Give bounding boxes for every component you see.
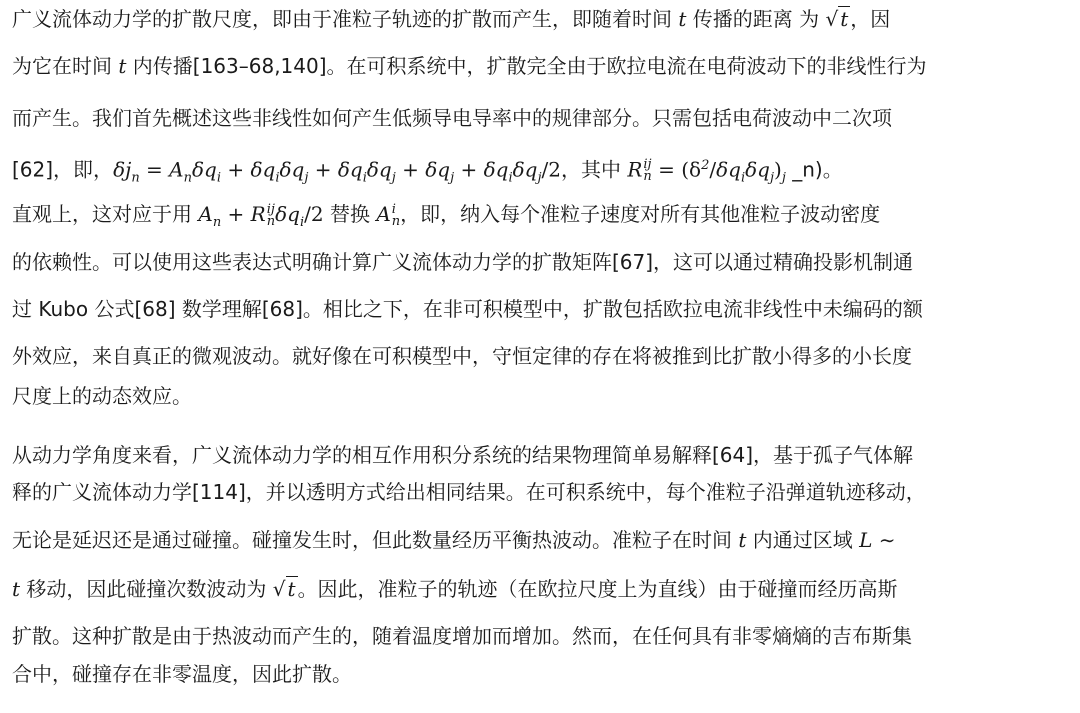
text-line <box>12 199 1070 238</box>
text-run: 而产生。我们首先概述这些非线性如何产生低频导电导率中的规律部分。只需包括电荷波动中二次项 <box>12 106 892 130</box>
text-run: 释的广义流体动力学[114]，并以透明方式给出相同结果。在可积系统中，每个准粒子沿弹道轨迹移动， <box>12 480 926 504</box>
text-line <box>12 381 1070 411</box>
math-symbol: t <box>12 577 21 601</box>
text-line <box>12 574 1070 604</box>
math-subscript: j <box>769 170 775 186</box>
math-subscript: i <box>299 215 305 230</box>
math-symbol: R <box>627 157 643 182</box>
text-run: ，因 <box>850 7 891 31</box>
math-symbol: L <box>859 528 873 552</box>
math-symbol: δq <box>716 157 741 182</box>
math-operator: + <box>308 157 338 182</box>
text-line <box>12 477 1070 507</box>
text-run: 扩散。这种扩散是由于热波动而产生的，随着温度增加而增加。然而，在任何具有非零熵熵的吉布斯集 <box>12 624 912 648</box>
math-superscript: ij <box>643 157 652 173</box>
math-symbol: δj <box>113 157 132 182</box>
math-subscript: n <box>391 213 401 229</box>
text-run: [62]，即， <box>12 157 114 182</box>
math-subscript: n <box>212 215 222 230</box>
text-run: 替换 <box>323 202 377 226</box>
math-symbol: A <box>376 202 391 226</box>
math-symbol: δq <box>483 157 509 182</box>
text-run: 合中，碰撞存在非零温度，因此扩散。 <box>12 662 352 686</box>
text-run: 广义流体动力学的扩散尺度，即由于准粒子轨迹的扩散而产生，即随着时间 <box>12 7 679 31</box>
math-symbol: δq <box>279 157 305 182</box>
math-subscript: i <box>740 170 746 186</box>
text-run: ，其中 <box>560 157 628 182</box>
math-symbol: δq <box>192 157 217 182</box>
text-run: 过 Kubo 公式[68] 数学理解[68]。相比之下，在非可积模型中，扩散包括欧拉电流非线性中未编码的额 <box>12 297 923 321</box>
math-operator: + <box>221 157 251 182</box>
text-line <box>12 51 1070 81</box>
text-run: 传播的距离 为 <box>686 7 826 31</box>
text-line <box>12 103 1070 133</box>
math-superscript: i <box>391 201 396 217</box>
math-subscript: n <box>643 169 652 185</box>
math-subsup <box>391 201 401 229</box>
sqrt-radicand: t <box>840 7 849 31</box>
math-subscript: j <box>304 170 309 186</box>
sqrt-radicand: t <box>287 577 296 601</box>
text-line <box>12 440 1070 470</box>
text-run: _n)。 <box>785 157 843 182</box>
text-line <box>12 294 1070 324</box>
text-run: ，即，纳入每个准粒子速度对所有其他准粒子波动密度 <box>400 202 881 226</box>
math-symbol: t <box>678 7 687 31</box>
text-line <box>12 621 1070 651</box>
text-line <box>12 247 1070 277</box>
text-run: 内传播[163–68,140]。在可积系统中，扩散完全由于欧拉电流在电荷波动下的非线性行为 <box>126 54 927 78</box>
math-operator: + <box>395 157 426 182</box>
math-superscript: 2 <box>701 158 710 173</box>
math-operator: / <box>709 157 717 182</box>
math-subscript: n <box>183 170 192 186</box>
math-operator: /2 <box>304 202 324 226</box>
math-sqrt <box>273 576 298 601</box>
text-line <box>12 151 1070 194</box>
text-run: 从动力学角度来看，广义流体动力学的相互作用积分系统的结果物理简单易解释[64]，基于孤子气体解 <box>12 443 914 467</box>
math-subscript: i <box>508 170 513 186</box>
math-operator: = (δ <box>651 157 702 182</box>
math-subscript: i <box>216 170 222 186</box>
text-run: 外效应，来自真正的微观波动。就好像在可积模型中，守恒定律的存在将被推到比扩散小得多的小长度 <box>12 344 912 368</box>
text-line <box>12 341 1070 371</box>
sqrt-radical-icon: √ <box>825 7 839 31</box>
math-subsup <box>266 201 276 229</box>
math-subscript: i <box>362 170 367 186</box>
text-run: 移动，因此碰撞次数波动为 <box>20 577 273 601</box>
text-run: 内通过区域 <box>746 528 860 552</box>
math-symbol: δq <box>250 157 276 182</box>
math-symbol: δq <box>512 157 538 182</box>
math-operator: + <box>221 202 251 226</box>
text-run: 为它在时间 <box>12 54 119 78</box>
math-symbol: t <box>118 54 127 78</box>
text-run: 的依赖性。可以使用这些表达式明确计算广义流体动力学的扩散矩阵[67]，这可以通过精确投影机制通 <box>12 250 914 274</box>
math-symbol: t <box>738 528 747 552</box>
sqrt-radical-icon: √ <box>272 577 286 601</box>
math-subscript: j <box>450 170 455 186</box>
text-line <box>12 525 1070 555</box>
math-operator: ∼ <box>872 528 896 552</box>
math-subscript: j <box>537 170 542 186</box>
math-symbol: δq <box>366 157 392 182</box>
math-operator: ) <box>774 157 782 182</box>
math-subscript: j <box>781 170 786 186</box>
math-subscript: j <box>391 170 396 186</box>
math-symbol: δq <box>745 157 770 182</box>
math-subsup <box>643 159 651 183</box>
text-run: 无论是延迟还是通过碰撞。碰撞发生时，但此数量经历平衡热波动。准粒子在时间 <box>12 528 739 552</box>
math-operator: + <box>454 157 484 182</box>
text-run: 。因此，准粒子的轨迹（在欧拉尺度上为直线）由于碰撞而经历高斯 <box>297 577 898 601</box>
math-subscript: n <box>266 213 276 229</box>
math-sqrt <box>825 6 850 31</box>
text-line <box>12 4 1070 34</box>
math-subscript: n <box>131 170 140 186</box>
text-line <box>12 659 1070 689</box>
math-symbol: R <box>250 202 266 226</box>
math-symbol: δq <box>337 157 363 182</box>
math-symbol: δq <box>275 202 300 226</box>
math-operator: = <box>139 157 170 182</box>
math-symbol: A <box>198 202 213 226</box>
math-subscript: i <box>275 170 280 186</box>
math-symbol: δq <box>425 157 451 182</box>
text-run: 直观上，这对应于用 <box>12 202 199 226</box>
math-operator: /2 <box>541 157 561 182</box>
math-symbol: A <box>169 157 184 182</box>
text-run: 尺度上的动态效应。 <box>12 384 192 408</box>
math-superscript: ij <box>266 201 275 217</box>
